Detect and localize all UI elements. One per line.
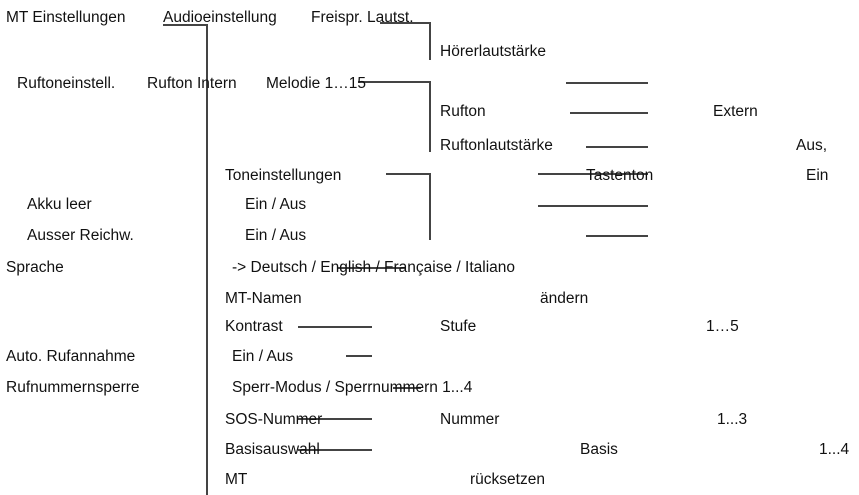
rufton-intern-label: Rufton Intern xyxy=(147,75,237,92)
mt-label: MT xyxy=(225,471,248,488)
audio-label: Audioeinstellung xyxy=(163,9,277,26)
ruecksetzen-label: rücksetzen xyxy=(470,471,545,488)
aendern-label: ändern xyxy=(540,290,589,307)
aus-label: Aus, xyxy=(796,137,828,154)
hoerer-label: Hörerlautstärke xyxy=(440,43,546,60)
root-label: MT Einstellungen xyxy=(6,9,126,26)
rufton-label: Rufton xyxy=(440,103,486,120)
basis-label: Basis xyxy=(580,441,618,458)
toneinstellungen-label: Toneinstellungen xyxy=(225,167,342,184)
stufe-range-label: 1…5 xyxy=(706,318,739,335)
ruftoneinstell-label: Ruftoneinstell. xyxy=(17,75,116,92)
nummer-range-label: 1...3 xyxy=(717,411,748,428)
kontrast-label: Kontrast xyxy=(225,318,283,335)
ruftonlautstaerke-label: Ruftonlautstärke xyxy=(440,137,553,154)
akku-ein-aus-label: Ein / Aus xyxy=(245,196,307,213)
sprachen-label: -> Deutsch / English / Française / Italiano xyxy=(232,259,516,276)
melodie-label: Melodie 1…15 xyxy=(266,75,366,92)
akku-leer-label: Akku leer xyxy=(27,196,92,213)
tastenton-label: Tastenton xyxy=(586,167,654,184)
sprache-label: Sprache xyxy=(6,259,64,276)
mt-namen-label: MT-Namen xyxy=(225,290,302,307)
basisauswahl-label: Basisauswahl xyxy=(225,441,320,458)
stufe-label: Stufe xyxy=(440,318,477,335)
ein-label: Ein xyxy=(806,167,829,184)
freispr-label: Freispr. Lautst. xyxy=(311,9,414,26)
sos-nummer-label: SOS-Nummer xyxy=(225,411,323,428)
auto-ein-aus-label: Ein / Aus xyxy=(232,348,294,365)
basis-range-label: 1...4 xyxy=(819,441,850,458)
reichw-ein-aus-label: Ein / Aus xyxy=(245,227,307,244)
auto-rufannahme-label: Auto. Rufannahme xyxy=(6,348,136,365)
ausser-reichw-label: Ausser Reichw. xyxy=(27,227,134,244)
rufnummernsperre-label: Rufnummernsperre xyxy=(6,379,140,396)
extern-label: Extern xyxy=(713,103,758,120)
nummer-label: Nummer xyxy=(440,411,500,428)
sperr-modus-label: Sperr-Modus / Sperrnummern 1...4 xyxy=(232,379,473,396)
